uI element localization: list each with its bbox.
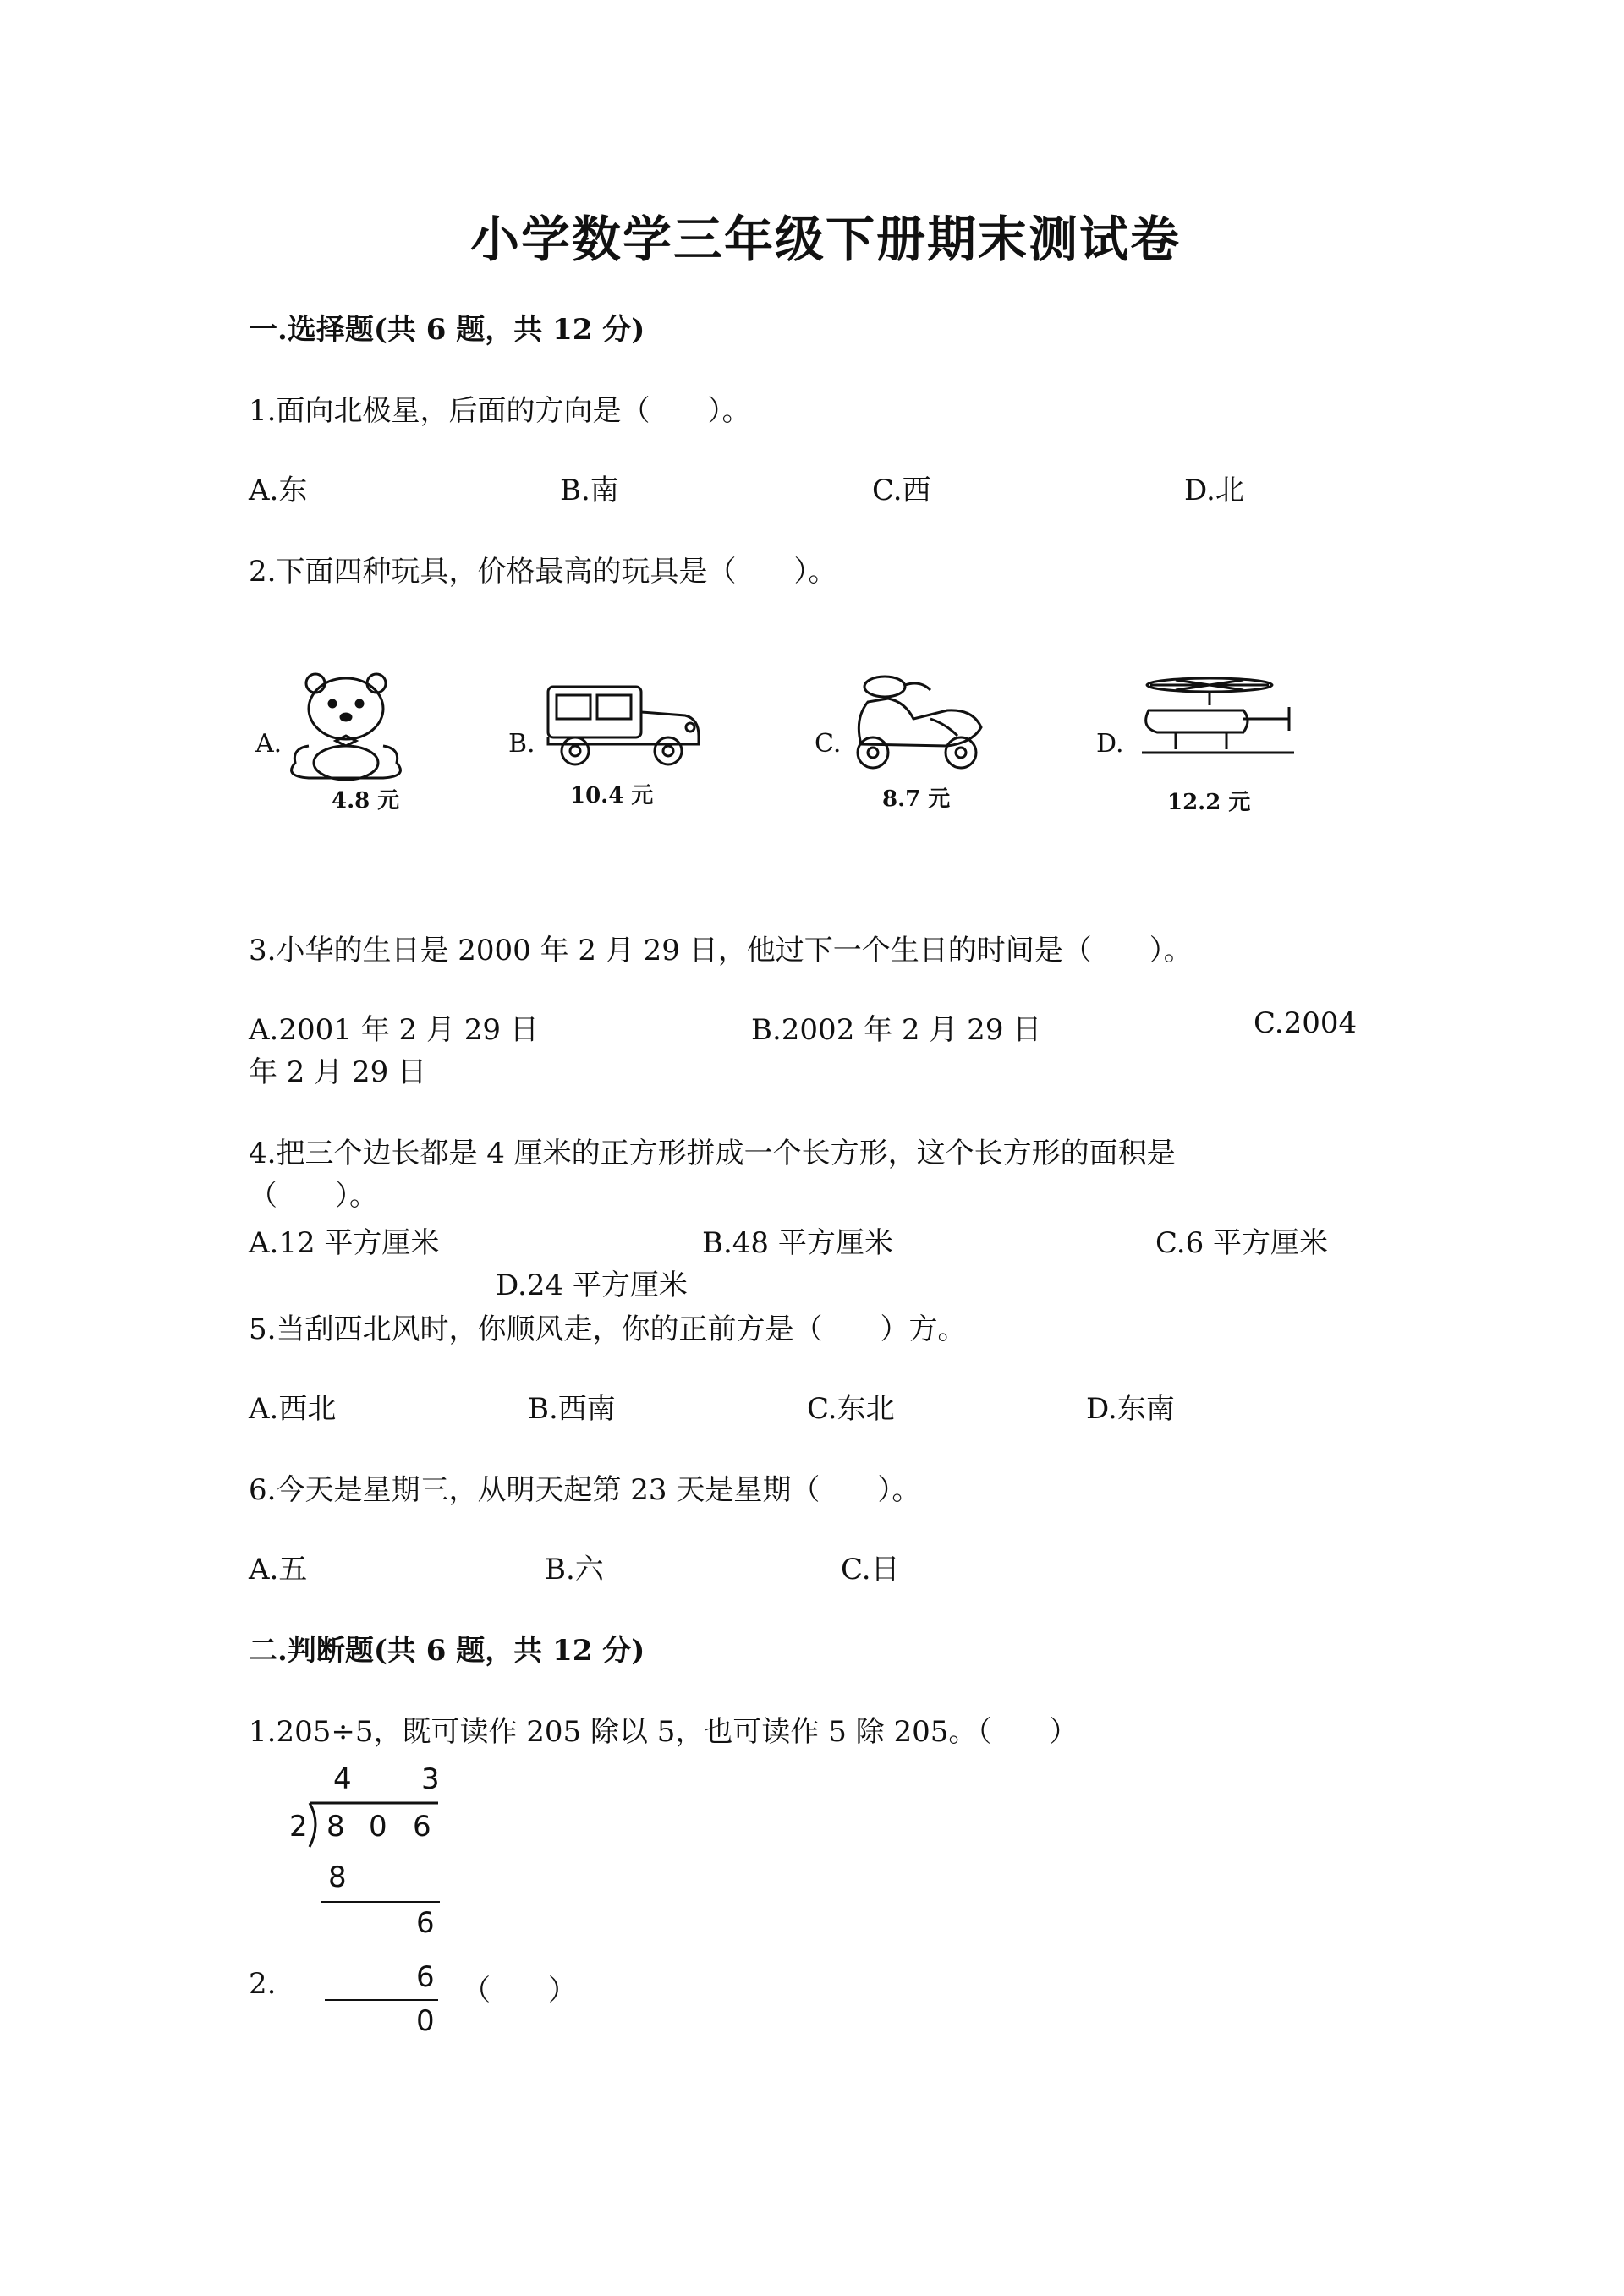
toy-b-price: 10.4 元 <box>570 783 654 808</box>
dividend-digit-1: 8 <box>326 1810 345 1844</box>
question-4-wrap: （ ）。 <box>249 1179 378 1213</box>
question-3: 3.小华的生日是 2000 年 2 月 29 日，他过下一个生日的时间是（ ）。 <box>249 934 1193 967</box>
q4-option-a[interactable]: A.12 平方厘米 <box>249 1226 440 1260</box>
toy-a-letter: A. <box>255 729 283 759</box>
toy-d-price: 12.2 元 <box>1167 790 1251 815</box>
step-2-value: 6 <box>416 1906 435 1940</box>
q3-option-c[interactable]: C.2004 <box>1254 1006 1358 1040</box>
toy-d-letter: D. <box>1096 729 1124 759</box>
q5-option-c[interactable]: C.东北 <box>807 1392 895 1426</box>
question-1: 1.面向北极星，后面的方向是（ ）。 <box>249 394 751 428</box>
judgment-1: 1.205÷5，既可读作 205 除以 5，也可读作 5 除 205。（ ） <box>249 1715 1078 1749</box>
scooter-icon[interactable] <box>846 668 990 778</box>
question-4: 4.把三个边长都是 4 厘米的正方形拼成一个长方形，这个长方形的面积是 <box>249 1137 1176 1170</box>
q4-option-c[interactable]: C.6 平方厘米 <box>1155 1226 1329 1260</box>
step-1-value: 8 <box>328 1860 347 1894</box>
q1-option-c[interactable]: C.西 <box>872 474 931 507</box>
toy-a-price: 4.8 元 <box>332 788 400 814</box>
quotient-digit-2: 3 <box>421 1762 440 1796</box>
judgment-2-paren[interactable]: （ ） <box>462 1974 577 2008</box>
question-5: 5.当刮西北风时，你顺风走，你的正前方是（ ）方。 <box>249 1312 967 1346</box>
q1-option-d[interactable]: D.北 <box>1184 474 1244 507</box>
q3-option-c-wrap: 年 2 月 29 日 <box>249 1055 427 1089</box>
section-heading-judgment: 二.判断题(共 6 题，共 12 分) <box>249 1634 645 1668</box>
judgment-2-number: 2. <box>249 1967 277 2001</box>
dividend-digit-2: 0 <box>369 1810 387 1844</box>
dividend-digit-3: 6 <box>413 1810 431 1844</box>
q5-option-b[interactable]: B.西南 <box>528 1392 616 1426</box>
bear-icon[interactable] <box>283 668 410 786</box>
q1-option-a[interactable]: A.东 <box>249 474 308 507</box>
car-icon[interactable] <box>541 677 702 770</box>
q4-option-b[interactable]: B.48 平方厘米 <box>702 1226 893 1260</box>
section-heading-choice: 一.选择题(共 6 题，共 12 分) <box>249 313 645 347</box>
toy-c-letter: C. <box>815 729 842 759</box>
q6-option-a[interactable]: A.五 <box>249 1553 308 1586</box>
q6-option-b[interactable]: B.六 <box>545 1553 604 1586</box>
question-2: 2.下面四种玩具，价格最高的玩具是（ ）。 <box>249 555 837 589</box>
q5-option-d[interactable]: D.东南 <box>1086 1392 1175 1426</box>
step-1-line <box>321 1901 440 1903</box>
q3-option-a[interactable]: A.2001 年 2 月 29 日 <box>249 1013 539 1047</box>
step-3-line <box>325 1999 438 2001</box>
q4-option-d[interactable]: D.24 平方厘米 <box>496 1269 688 1302</box>
q6-option-c[interactable]: C.日 <box>841 1553 900 1586</box>
toy-c-price: 8.7 元 <box>882 786 951 812</box>
question-6: 6.今天是星期三，从明天起第 23 天是星期（ ）。 <box>249 1473 921 1507</box>
helicopter-icon[interactable] <box>1133 677 1294 770</box>
toy-b-letter: B. <box>508 729 535 759</box>
q1-option-b[interactable]: B.南 <box>560 474 619 507</box>
quotient-digit-1: 4 <box>333 1762 352 1796</box>
page-title: 小学数学三年级下册期末测试卷 <box>470 211 1182 268</box>
q5-option-a[interactable]: A.西北 <box>249 1392 337 1426</box>
step-3-value: 6 <box>416 1960 435 1994</box>
divisor: 2 <box>289 1810 308 1844</box>
q3-option-b[interactable]: B.2002 年 2 月 29 日 <box>751 1013 1042 1047</box>
remainder: 0 <box>416 2004 435 2038</box>
